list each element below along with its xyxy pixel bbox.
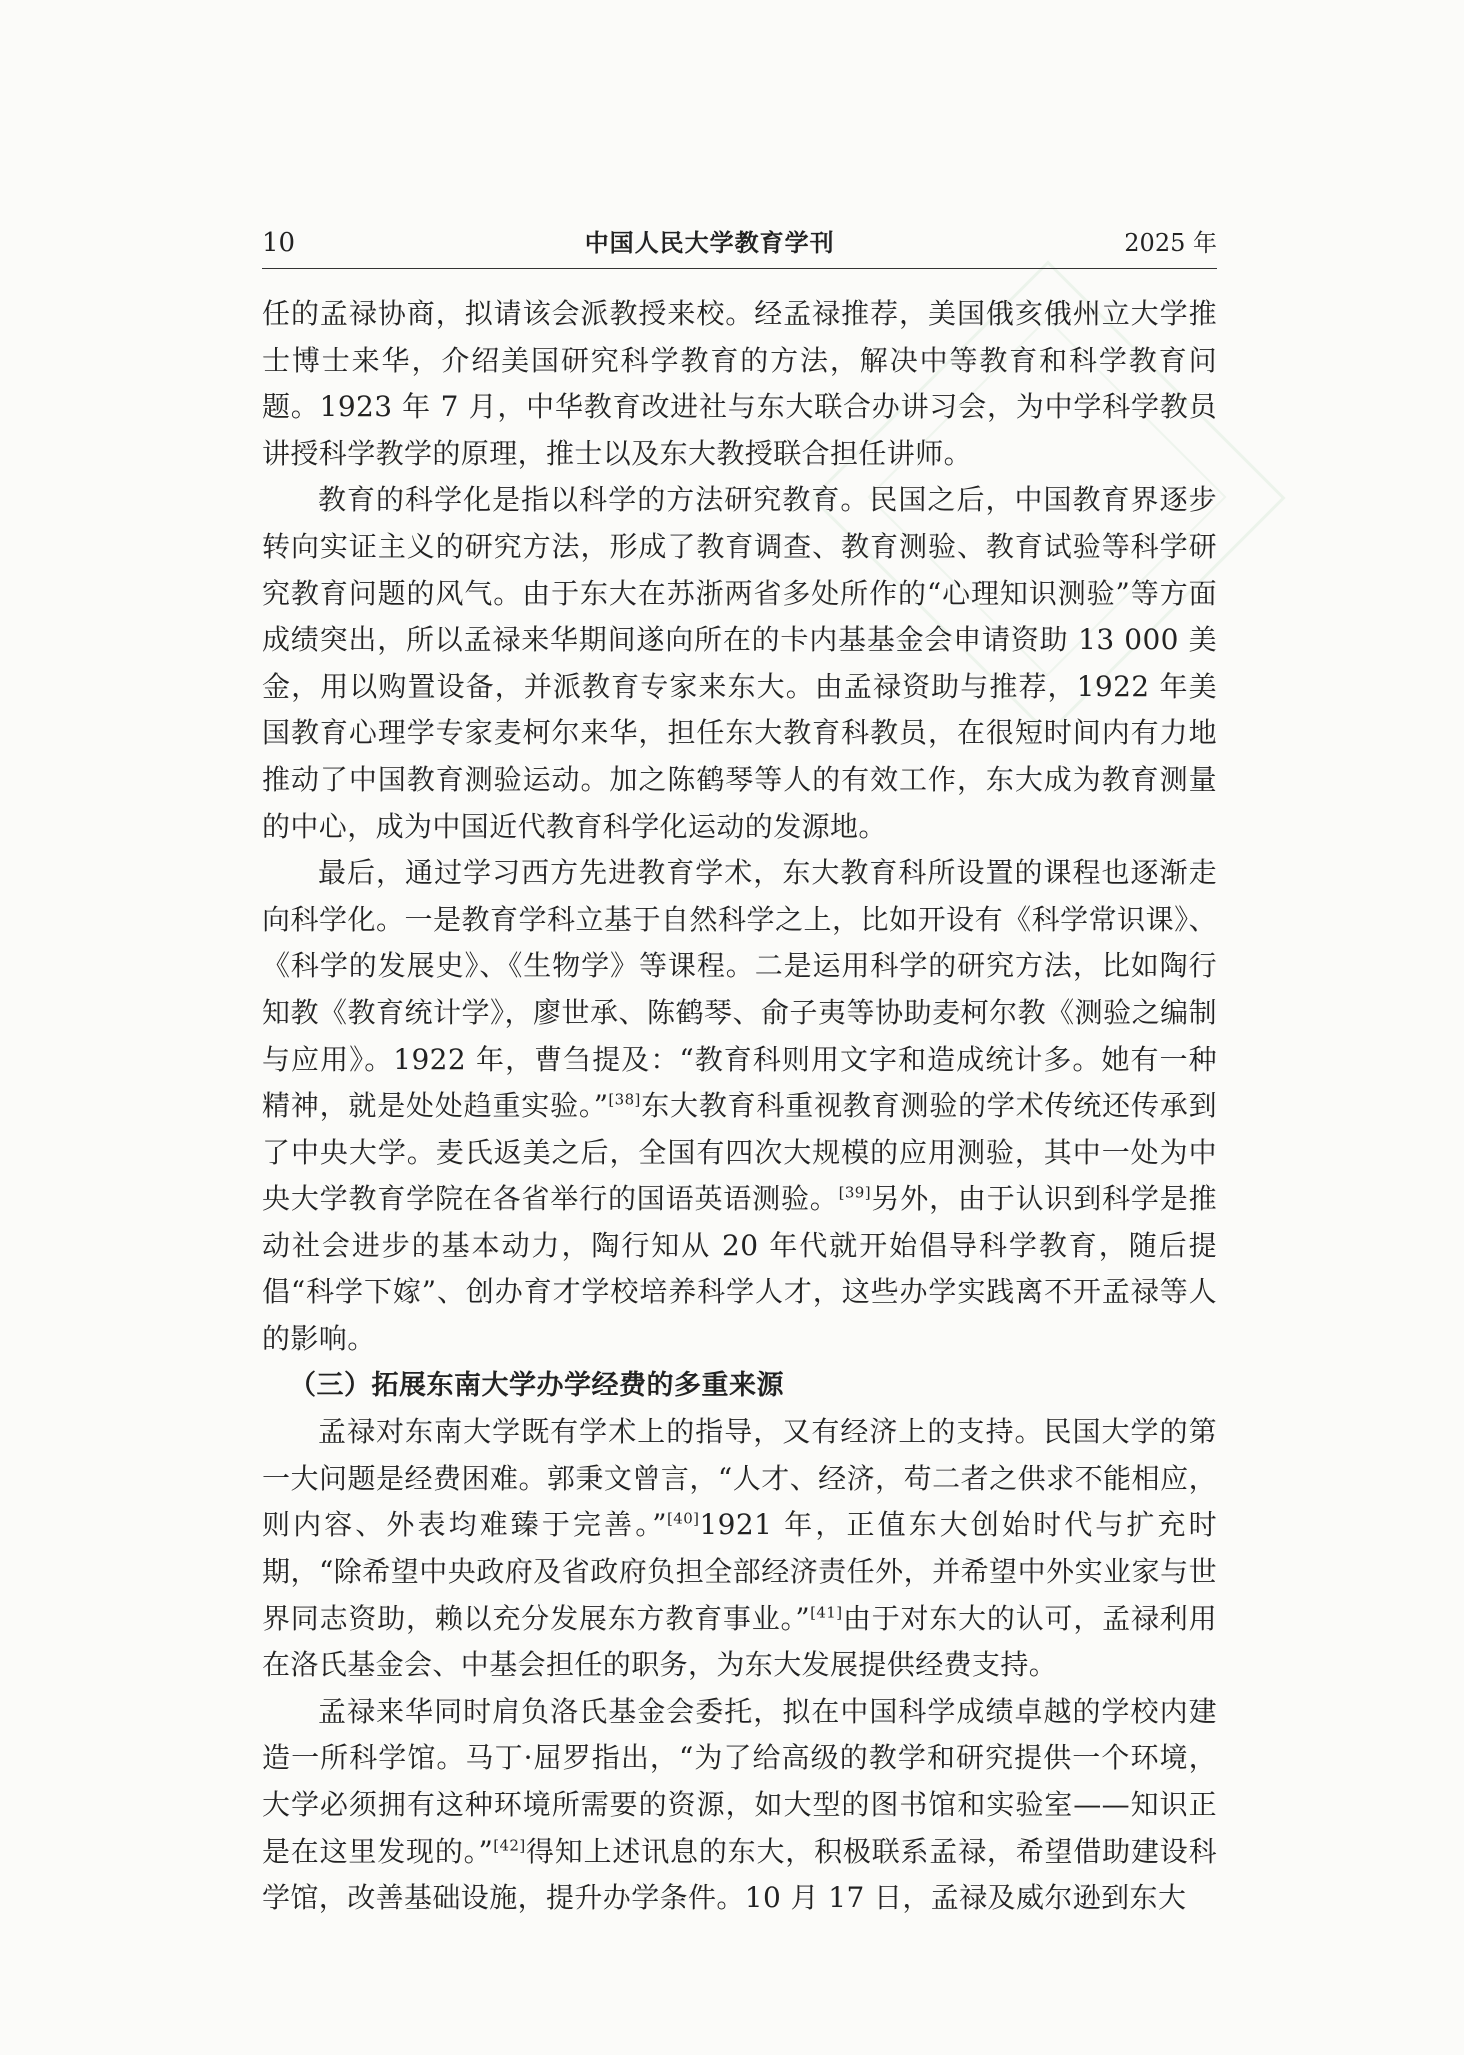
citation-39: [39] bbox=[838, 1183, 872, 1202]
running-header bbox=[262, 218, 1217, 269]
paragraph-1: 任的孟禄协商，拟请该会派教授来校。经孟禄推荐，美国俄亥俄州立大学推士博士来华，介绍美国研究科学教育的方法，解决中等教育和科学教育问题。1923 年 7 月，中华教育改进社与东大联合办讲习会，为中学科学教员讲授科学教学的原理，推士以及东大教授联合担任讲师。 bbox=[262, 297, 1217, 470]
paragraph-5-text-b: 得知上述讯息的东大，积极联系孟禄，希望借助建设科学馆，改善基础设施，提升办学条件。10 月 17 日，孟禄及威尔逊到东大 bbox=[262, 1834, 1217, 1915]
paragraph-4-text-b: 1921 年，正值东大创始时代与扩充时期，“除希望中央政府及省政府负担全部经济责任外，并希望中外实业家与世界同志资助，赖以充分发展东方教育事业。” bbox=[262, 1508, 1218, 1635]
paragraph-3-text-b: 东大教育科重视教育测验的学术传统还传承到了中央大学。麦氏返美之后，全国有四次大规模的应用测验，其中一处为中央大学教育学院在各省举行的国语英语测验。 bbox=[262, 1089, 1217, 1216]
page-number: 10 bbox=[262, 228, 296, 258]
citation-40: [40] bbox=[667, 1510, 700, 1529]
paragraph-4 bbox=[262, 1409, 1217, 1689]
journal-title: 中国人民大学教育学刊 bbox=[584, 229, 835, 257]
paragraph-5-text-a: 孟禄来华同时肩负洛氏基金会委托，拟在中国科学成绩卓越的学校内建造一所科学馆。马丁·屈罗指出，“为了给高级的教学和研究提供一个环境，大学必须拥有这种环境所需要的资源，如大型的图书馆和实验室——知识正是在这里发现的。” bbox=[262, 1694, 1217, 1868]
article-body bbox=[262, 291, 1217, 1922]
citation-41: [41] bbox=[810, 1603, 843, 1622]
page bbox=[262, 218, 1217, 1922]
citation-38: [38] bbox=[608, 1090, 641, 1109]
paragraph-4-text-a: 孟禄对东南大学既有学术上的指导，又有经济上的支持。民国大学的第一大问题是经费困难。郭秉文曾言，“人才、经济，苟二者之供求不能相应，则内容、外表均难臻于完善。” bbox=[262, 1415, 1217, 1542]
paragraph-3 bbox=[262, 850, 1217, 1363]
year: 2025 年 bbox=[1124, 229, 1217, 257]
section-heading: （三）拓展东南大学办学经费的多重来源 bbox=[289, 1369, 784, 1401]
paragraph-5 bbox=[262, 1689, 1217, 1922]
paragraph-3-text-a: 最后，通过学习西方先进教育学术，东大教育科所设置的课程也逐渐走向科学化。一是教育学科立基于自然科学之上，比如开设有《科学常识课》、《科学的发展史》、《生物学》等课程。二是运用科学的研究方法，比如陶行知教《教育统计学》，廖世承、陈鹤琴、俞子夷等协助麦柯尔教《测验之编制与应用》。1922 年，曹刍提及：“教育科则用文字和造成统计多。她有一种精神，就是处处趋重实验。” bbox=[262, 856, 1217, 1123]
paragraph-4-text-c: 由于对东大的认可，孟禄利用在洛氏基金会、中基会担任的职务，为东大发展提供经费支持。 bbox=[262, 1601, 1217, 1682]
paragraph-3-text-c: 另外，由于认识到科学是推动社会进步的基本动力，陶行知从 20 年代就开始倡导科学教育，随后提倡“科学下嫁”、创办育才学校培养科学人才，这些办学实践离不开孟禄等人的影响。 bbox=[262, 1182, 1217, 1356]
citation-42: [42] bbox=[493, 1836, 526, 1855]
paragraph-2: 教育的科学化是指以科学的方法研究教育。民国之后，中国教育界逐步转向实证主义的研究方法，形成了教育调查、教育测验、教育试验等科学研究教育问题的风气。由于东大在苏浙两省多处所作的“心理知识测验”等方面成绩突出，所以孟禄来华期间遂向所在的卡内基基金会申请资助 13 000 美金，用以购置设备，并派教育专家来东大。由孟禄资助与推荐，1922 年美国教育心理学专家麦柯尔来华，担任东大教育科教员，在很短时间内有力地推动了中国教育测验运动。加之陈鹤琴等人的有效工作，东大成为教育测量的中心，成为中国近代教育科学化运动的发源地。 bbox=[262, 483, 1217, 843]
